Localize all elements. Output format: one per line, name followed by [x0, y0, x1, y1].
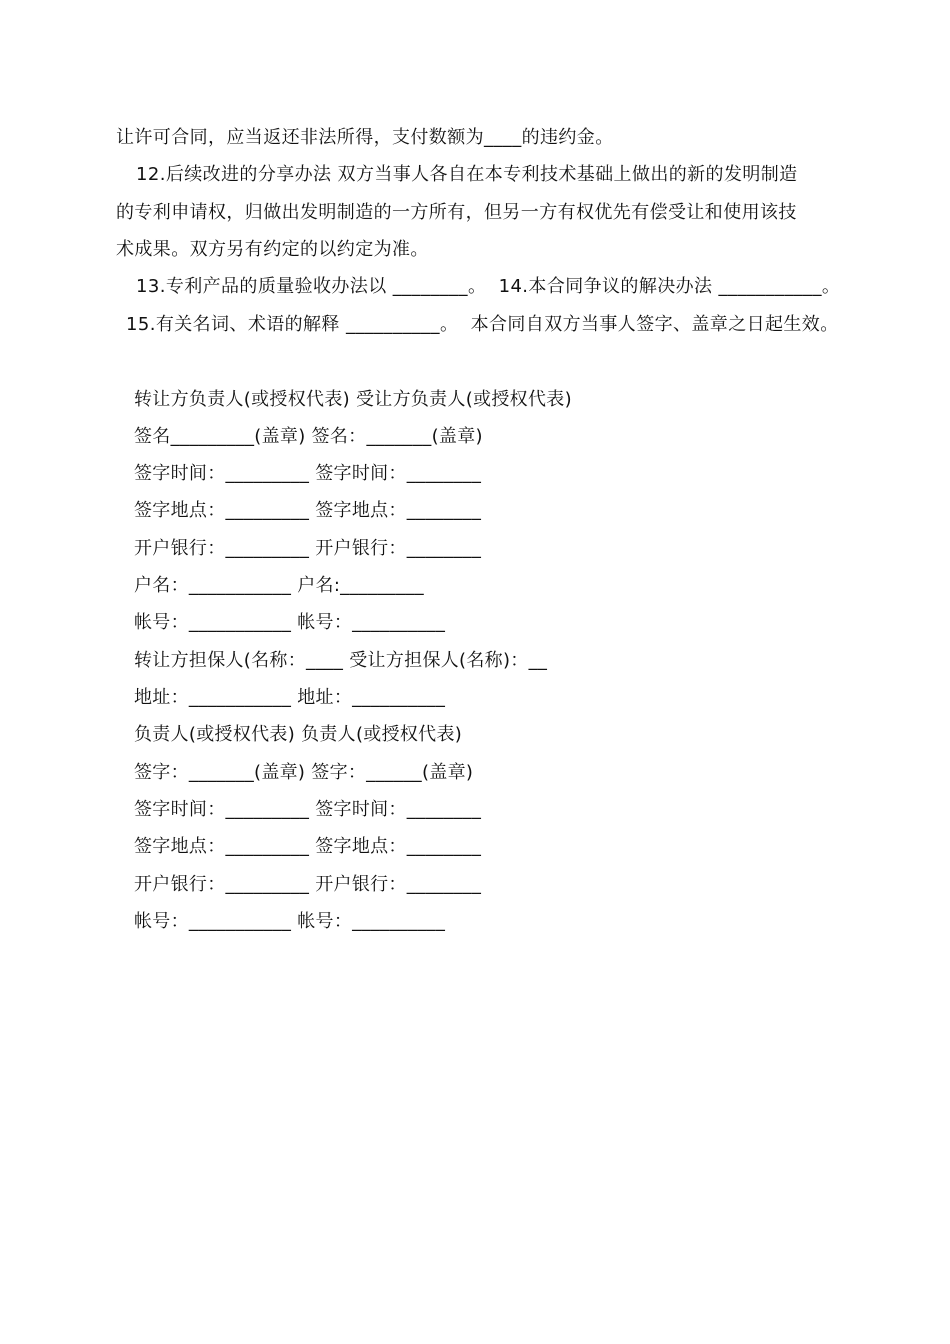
contract-clause-12-cont-2: 术成果。双方另有约定的以约定为准。: [116, 239, 429, 260]
guarantor-signature-line: 签字：_______(盖章) 签字：______(盖章): [134, 762, 474, 783]
signature-time-line: 签字时间：_________ 签字时间：________: [134, 463, 482, 484]
contract-clause-15: 15.有关名词、术语的解释 __________。 本合同自双方当事人签字、盖章之日起生效。: [126, 314, 839, 335]
guarantor-address-line: 地址：___________ 地址：__________: [134, 687, 446, 708]
account-name-line: 户名：___________ 户名:_________: [134, 575, 424, 596]
guarantor-time-line: 签字时间：_________ 签字时间：________: [134, 799, 482, 820]
contract-clause-12: 12.后续改进的分享办法 双方当事人各自在本专利技术基础上做出的新的发明制造: [136, 164, 798, 185]
guarantor-representative-heading: 负责人(或授权代表) 负责人(或授权代表): [134, 724, 463, 745]
signature-place-line: 签字地点：_________ 签字地点：________: [134, 500, 482, 521]
bank-line: 开户银行：_________ 开户银行：________: [134, 538, 482, 559]
guarantor-heading: 转让方担保人(名称：____ 受让方担保人(名称)：__: [134, 650, 548, 671]
contract-clause-13-14: 13.专利产品的质量验收办法以 ________。 14.本合同争议的解决办法 ___________。: [136, 276, 841, 297]
contract-clause-12-cont-1: 的专利申请权，归做出发明制造的一方所有，但另一方有权优先有偿受让和使用该技: [116, 202, 797, 223]
guarantor-bank-line: 开户银行：_________ 开户银行：________: [134, 874, 482, 895]
guarantor-account-line: 帐号：___________ 帐号：__________: [134, 911, 446, 932]
guarantor-place-line: 签字地点：_________ 签字地点：________: [134, 836, 482, 857]
account-number-line: 帐号：___________ 帐号：__________: [134, 612, 446, 633]
signature-name-line: 签名_________(盖章) 签名：_______(盖章): [134, 426, 483, 447]
contract-line-1: 让许可合同，应当返还非法所得，支付数额为____的违约金。: [116, 127, 614, 148]
signature-heading: 转让方负责人(或授权代表) 受让方负责人(或授权代表): [134, 389, 572, 410]
